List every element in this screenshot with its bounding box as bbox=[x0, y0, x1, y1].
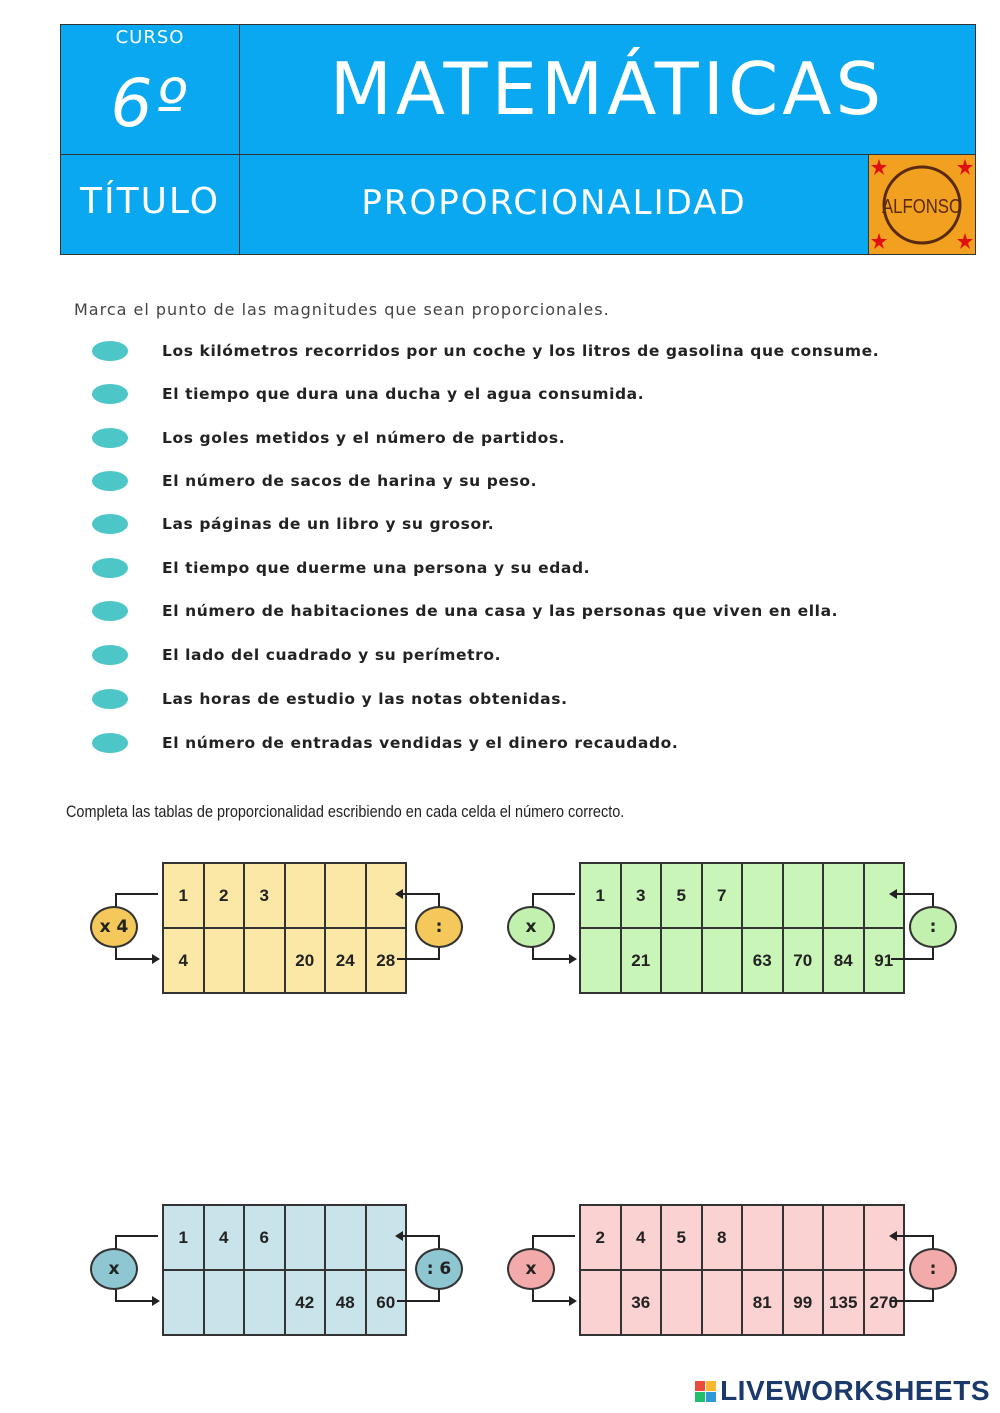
brand-text: LIVEWORKSHEETS bbox=[720, 1375, 990, 1406]
subject-title: MATEMÁTICAS bbox=[329, 47, 886, 131]
divide-operator[interactable]: : bbox=[909, 1248, 957, 1290]
item-text: El tiempo que duerme una persona y su edad. bbox=[162, 559, 591, 577]
topic-title: PROPORCIONALIDAD bbox=[361, 183, 747, 223]
item-text: El número de entradas vendidas y el dinero recaudado. bbox=[162, 734, 679, 752]
value-cell: 20 bbox=[285, 928, 326, 993]
divide-operator[interactable]: : 6 bbox=[415, 1248, 463, 1290]
item-text: El número de habitaciones de una casa y las personas que viven en ella. bbox=[162, 602, 839, 620]
value-cell: 1 bbox=[163, 1205, 204, 1270]
value-cell: 84 bbox=[823, 928, 864, 993]
value-cell: 8 bbox=[702, 1205, 743, 1270]
divide-operator[interactable]: : bbox=[909, 906, 957, 948]
grade: 6º bbox=[110, 65, 190, 142]
value-cell: 24 bbox=[325, 928, 366, 993]
exercise1-instruction: Marca el punto de las magnitudes que sean proporcionales. bbox=[74, 300, 610, 319]
value-cell: 7 bbox=[702, 863, 743, 928]
value-cell: 4 bbox=[204, 1205, 245, 1270]
item-text: Los kilómetros recorridos por un coche y los litros de gasolina que consume. bbox=[162, 342, 880, 360]
multiply-operator[interactable]: x bbox=[507, 906, 555, 948]
value-cell: 91 bbox=[864, 928, 905, 993]
liveworksheets-logo-icon bbox=[695, 1381, 716, 1402]
exercise2-instruction: Completa las tablas de proporcionalidad escribiendo en cada celda el número correcto. bbox=[66, 802, 625, 821]
value-cell: 5 bbox=[661, 863, 702, 928]
multiply-operator[interactable]: x bbox=[507, 1248, 555, 1290]
course-label: CURSO bbox=[115, 27, 185, 48]
item-text: Los goles metidos y el número de partidos. bbox=[162, 429, 566, 447]
value-cell: 3 bbox=[621, 863, 662, 928]
value-cell: 6 bbox=[244, 1205, 285, 1270]
logo-text: ALFONSO bbox=[882, 196, 962, 218]
value-cell: 63 bbox=[742, 928, 783, 993]
multiply-operator[interactable]: x bbox=[90, 1248, 138, 1290]
value-cell: 5 bbox=[661, 1205, 702, 1270]
value-cell: 42 bbox=[285, 1270, 326, 1335]
value-cell: 60 bbox=[366, 1270, 407, 1335]
value-cell: 81 bbox=[742, 1270, 783, 1335]
value-cell: 21 bbox=[621, 928, 662, 993]
value-cell: 3 bbox=[244, 863, 285, 928]
value-cell: 70 bbox=[783, 928, 824, 993]
value-cell: 36 bbox=[621, 1270, 662, 1335]
item-text: Las horas de estudio y las notas obtenidas. bbox=[162, 690, 568, 708]
title-label: TÍTULO bbox=[79, 181, 221, 222]
value-cell: 2 bbox=[204, 863, 245, 928]
value-cell: 48 bbox=[325, 1270, 366, 1335]
value-cell: 4 bbox=[163, 928, 204, 993]
value-cell: 270 bbox=[864, 1270, 905, 1335]
item-text: El número de sacos de harina y su peso. bbox=[162, 472, 538, 490]
value-cell: 135 bbox=[823, 1270, 864, 1335]
value-cell: 4 bbox=[621, 1205, 662, 1270]
item-text: El lado del cuadrado y su perímetro. bbox=[162, 646, 502, 664]
value-cell: 2 bbox=[580, 1205, 621, 1270]
value-cell: 99 bbox=[783, 1270, 824, 1335]
liveworksheets-brand bbox=[695, 1375, 990, 1407]
value-cell: 1 bbox=[580, 863, 621, 928]
multiply-operator[interactable]: x 4 bbox=[90, 906, 138, 948]
value-cell: 28 bbox=[366, 928, 407, 993]
value-cell: 1 bbox=[163, 863, 204, 928]
item-text: Las páginas de un libro y su grosor. bbox=[162, 515, 495, 533]
item-text: El tiempo que dura una ducha y el agua consumida. bbox=[162, 385, 645, 403]
divide-operator[interactable]: : bbox=[415, 906, 463, 948]
